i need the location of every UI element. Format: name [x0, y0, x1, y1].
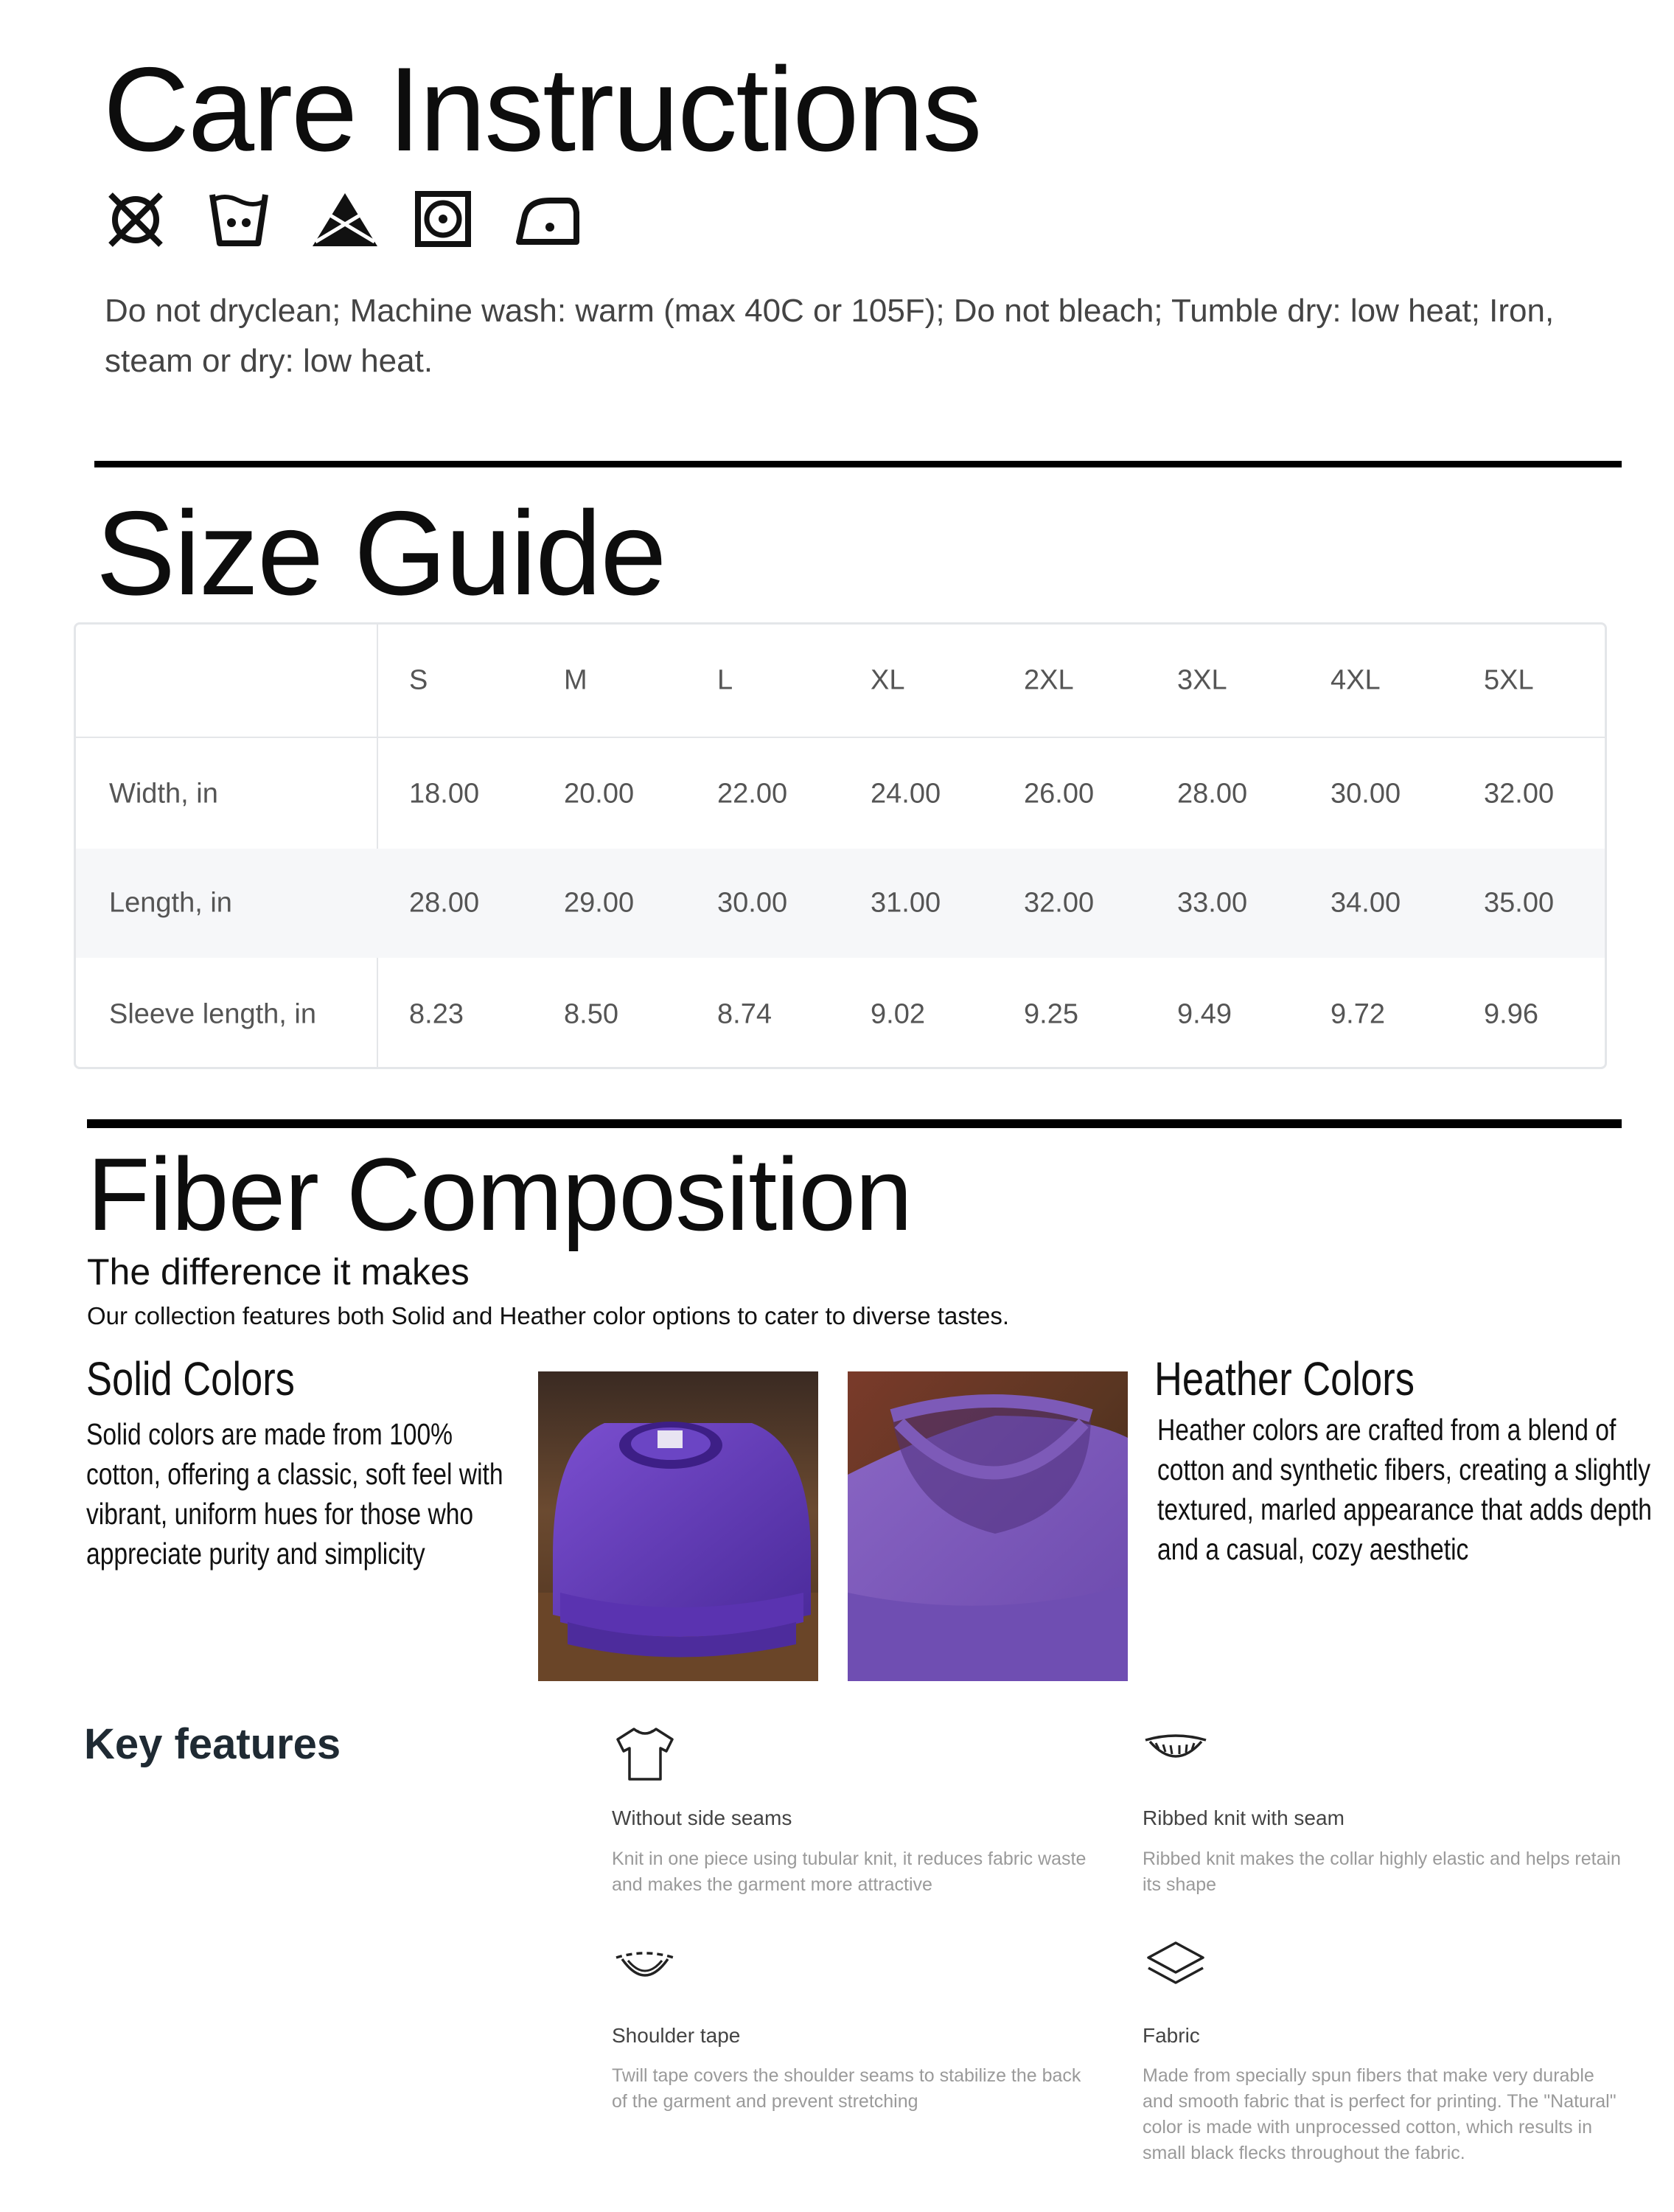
heather-colors-text: Heather colors are crafted from a blend of cotton and synthetic fibers, creating a slightly textured, marled appearance that adds depth and a casual, cozy aesthetic: [1157, 1413, 1652, 1566]
size-header: XL: [871, 664, 905, 696]
tumble-dry-low-icon: [414, 190, 472, 249]
table-cell: 8.74: [717, 998, 772, 1030]
feature-text: Twill tape covers the shoulder seams to stabilize the back of the garment and prevent stretching: [612, 2065, 1081, 2112]
size-header: M: [564, 664, 587, 696]
section-divider: [87, 1119, 1622, 1128]
table-cell: 28.00: [1177, 778, 1248, 810]
iron-low-icon: [515, 190, 581, 249]
table-cell: 24.00: [871, 778, 941, 810]
size-table: [74, 622, 1607, 1069]
solid-shirt-photo: [538, 1371, 818, 1681]
table-cell: 8.23: [409, 998, 464, 1030]
feature-text: Ribbed knit makes the collar highly elastic and helps retain its shape: [1143, 1848, 1621, 1895]
table-cell: 22.00: [717, 778, 788, 810]
fiber-subtitle: The difference it makes: [87, 1251, 470, 1293]
table-cell: 26.00: [1024, 778, 1095, 810]
size-header: 4XL: [1331, 664, 1381, 696]
table-cell: 9.72: [1331, 998, 1385, 1030]
table-cell: 30.00: [1331, 778, 1401, 810]
table-cell: 9.96: [1484, 998, 1538, 1030]
heather-shirt-photo: [848, 1371, 1128, 1681]
shoulder-tape-icon: [612, 1935, 678, 2002]
key-features-title: Key features: [84, 1720, 341, 1768]
table-cell: 34.00: [1331, 887, 1401, 919]
table-row: [76, 737, 1605, 850]
heather-colors-title: Heather Colors: [1154, 1352, 1415, 1405]
do-not-bleach-icon: [310, 190, 380, 249]
row-label: Length, in: [109, 887, 232, 919]
fabric-layers-icon: [1143, 1935, 1209, 2002]
table-cell: 9.02: [871, 998, 925, 1030]
feature-title: Shoulder tape: [612, 2024, 741, 2047]
table-cell: 35.00: [1484, 887, 1555, 919]
fiber-composition-title: Fiber Composition: [87, 1136, 912, 1252]
row-label: Sleeve length, in: [109, 998, 316, 1030]
do-not-dryclean-icon: [105, 190, 167, 249]
table-header-row: [76, 625, 1605, 737]
fiber-description: Our collection features both Solid and Heather color options to cater to diverse tastes.: [87, 1302, 1010, 1329]
table-cell: 9.25: [1024, 998, 1078, 1030]
size-header: 5XL: [1484, 664, 1534, 696]
ribbed-collar-icon: [1143, 1718, 1209, 1784]
table-cell: 28.00: [409, 887, 480, 919]
solid-colors-text: Solid colors are made from 100% cotton, offering a classic, soft feel with vibrant, uniform hues for those who appreciate purity and simplicity: [86, 1417, 503, 1571]
table-cell: 20.00: [564, 778, 635, 810]
table-row: [76, 849, 1605, 958]
table-cell: 32.00: [1484, 778, 1555, 810]
size-header: S: [409, 664, 428, 696]
table-cell: 18.00: [409, 778, 480, 810]
t-shirt-icon: [612, 1722, 678, 1788]
size-guide-title: Size Guide: [96, 487, 666, 620]
size-header: 3XL: [1177, 664, 1227, 696]
solid-colors-title: Solid Colors: [86, 1352, 295, 1405]
table-cell: 30.00: [717, 887, 788, 919]
table-cell: 9.49: [1177, 998, 1232, 1030]
table-cell: 8.50: [564, 998, 618, 1030]
table-cell: 32.00: [1024, 887, 1095, 919]
size-header: L: [717, 664, 733, 696]
table-row: [76, 958, 1605, 1069]
table-cell: 33.00: [1177, 887, 1248, 919]
table-cell: 31.00: [871, 887, 941, 919]
feature-title: Fabric: [1143, 2024, 1200, 2047]
care-instructions-text: Do not dryclean; Machine wash: warm (max 40C or 105F); Do not bleach; Tumble dry: low heat; Iron, steam or dry: low heat.: [105, 293, 1555, 379]
row-label: Width, in: [109, 778, 218, 810]
section-divider: [94, 461, 1622, 467]
feature-title: Ribbed knit with seam: [1143, 1806, 1345, 1829]
machine-wash-warm-icon: [208, 190, 270, 249]
feature-text: Made from specially spun fibers that make very durable and smooth fabric that is perfect for printing. The "Natural" color is made with unprocessed cotton, which results in small black flecks throughout the fabric.: [1143, 2065, 1617, 2163]
feature-text: Knit in one piece using tubular knit, it reduces fabric waste and makes the garment more attractive: [612, 1848, 1087, 1895]
size-header: 2XL: [1024, 664, 1074, 696]
table-cell: 29.00: [564, 887, 635, 919]
feature-title: Without side seams: [612, 1806, 792, 1829]
care-instructions-title: Care Instructions: [103, 43, 981, 176]
